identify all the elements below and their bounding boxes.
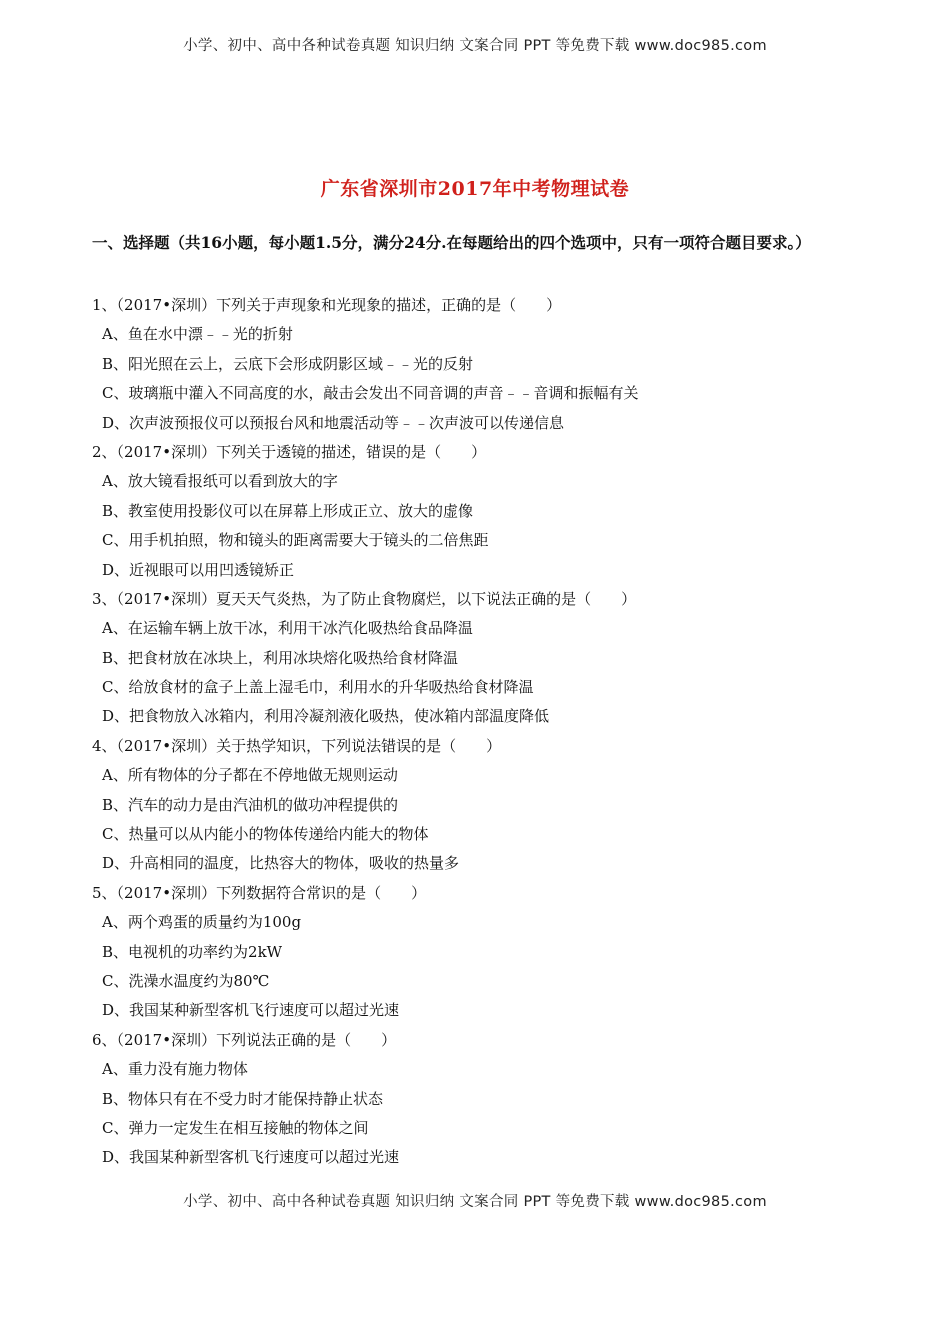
option: B、阳光照在云上，云底下会形成阴影区域﹣﹣光的反射	[102, 354, 474, 373]
question-stem: 6、（2017•深圳）下列说法正确的是（ ）	[92, 1030, 397, 1049]
option: D、我国某种新型客机飞行速度可以超过光速	[102, 1148, 400, 1167]
question-stem: 5、（2017•深圳）下列数据符合常识的是（ ）	[92, 883, 427, 902]
footer-banner: 小学、初中、高中各种试卷真题 知识归纳 文案合同 PPT 等免费下载 www.doc985.com	[183, 1194, 767, 1210]
question	[92, 291, 852, 438]
option: C、玻璃瓶中灌入不同高度的水，敲击会发出不同音调的声音﹣﹣音调和振幅有关	[102, 384, 639, 403]
question	[92, 879, 852, 1026]
question	[92, 585, 852, 732]
option: C、弹力一定发生在相互接触的物体之间	[102, 1118, 369, 1137]
question	[92, 1026, 852, 1173]
option: A、放大镜看报纸可以看到放大的字	[102, 472, 338, 491]
option: C、给放食材的盒子上盖上湿毛巾，利用水的升华吸热给食材降温	[102, 678, 534, 697]
option: B、物体只有在不受力时才能保持静止状态	[102, 1089, 384, 1108]
section-heading: 一、选择题（共16小题，每小题1.5分，满分24分.在每题给出的四个选项中，只有一项符合题目要求。）	[92, 233, 811, 252]
header-banner: 小学、初中、高中各种试卷真题 知识归纳 文案合同 PPT 等免费下载 www.doc985.com	[183, 38, 767, 54]
option: A、在运输车辆上放干冰，利用干冰汽化吸热给食品降温	[102, 619, 473, 638]
option: A、所有物体的分子都在不停地做无规则运动	[102, 766, 398, 785]
option: B、电视机的功率约为2kW	[102, 942, 283, 961]
option: B、把食材放在冰块上，利用冰块熔化吸热给食材降温	[102, 648, 459, 667]
option: C、热量可以从内能小的物体传递给内能大的物体	[102, 825, 429, 844]
option: C、用手机拍照，物和镜头的距离需要大于镜头的二倍焦距	[102, 531, 489, 550]
option: C、洗澡水温度约为80℃	[102, 971, 270, 990]
question	[92, 438, 852, 585]
option: D、升高相同的温度，比热容大的物体，吸收的热量多	[102, 854, 460, 873]
question-stem: 3、（2017•深圳）夏天天气炎热，为了防止食物腐烂，以下说法正确的是（ ）	[92, 589, 637, 608]
option: A、鱼在水中漂﹣﹣光的折射	[102, 325, 293, 344]
option: D、次声波预报仪可以预报台风和地震活动等﹣﹣次声波可以传递信息	[102, 413, 565, 432]
question-stem: 2、（2017•深圳）下列关于透镜的描述，错误的是（ ）	[92, 442, 487, 461]
option: A、两个鸡蛋的质量约为100g	[102, 913, 302, 932]
option: D、我国某种新型客机飞行速度可以超过光速	[102, 1001, 400, 1020]
question-stem: 1、（2017•深圳）下列关于声现象和光现象的描述，正确的是（ ）	[92, 296, 562, 314]
option: D、近视眼可以用凹透镜矫正	[102, 560, 295, 579]
question	[92, 732, 852, 879]
option: A、重力没有施力物体	[102, 1060, 248, 1079]
option: D、把食物放入冰箱内，利用冷凝剂液化吸热，使冰箱内部温度降低	[102, 707, 550, 726]
question-stem: 4、（2017•深圳）关于热学知识，下列说法错误的是（ ）	[92, 736, 502, 755]
option: B、教室使用投影仪可以在屏幕上形成正立、放大的虚像	[102, 501, 474, 520]
option: B、汽车的动力是由汽油机的做功冲程提供的	[102, 795, 399, 814]
question-list	[92, 291, 852, 1173]
page-title: 广东省深圳市2017年中考物理试卷	[320, 178, 630, 200]
